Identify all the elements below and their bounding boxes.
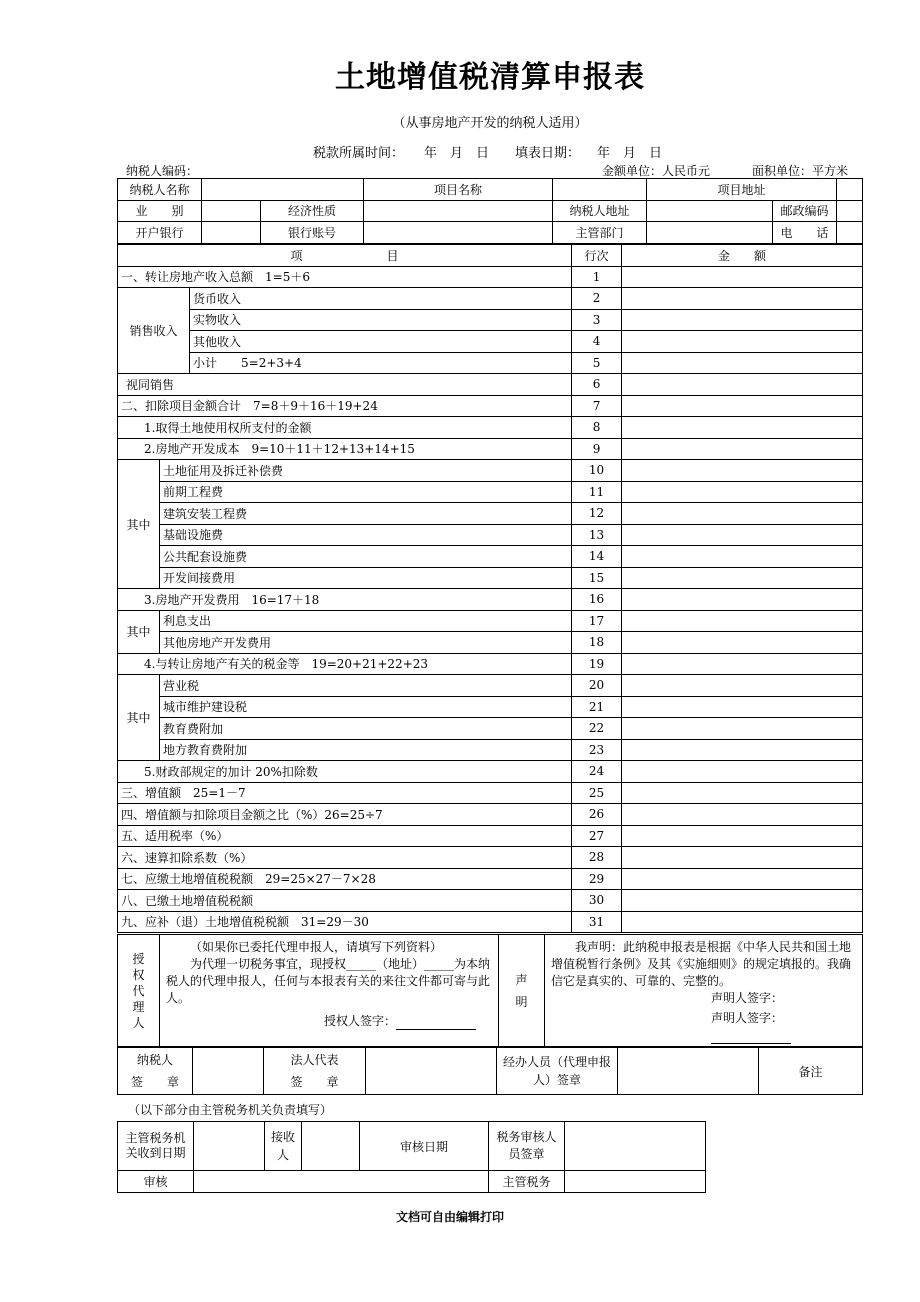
- amount-cell[interactable]: [622, 696, 863, 718]
- table-row: [118, 266, 863, 288]
- amount-cell[interactable]: [622, 589, 863, 611]
- amount-cell[interactable]: [622, 847, 863, 869]
- table-row: [118, 782, 863, 804]
- declaration-content: [545, 935, 863, 1047]
- taxpayer-seal-field[interactable]: [193, 1048, 264, 1095]
- amount-cell[interactable]: [622, 395, 863, 417]
- row-label: 地方教育费附加: [160, 739, 572, 761]
- remark-label: 备注: [759, 1048, 863, 1095]
- review-date-label: 审核日期: [360, 1122, 489, 1171]
- amount-cell[interactable]: [622, 460, 863, 482]
- table-row: [118, 847, 863, 869]
- line-number: 25: [572, 782, 622, 804]
- economic-nature-field[interactable]: [364, 200, 553, 222]
- fill-date-value: 年 月 日: [597, 146, 663, 161]
- row-label: 实物收入: [190, 309, 572, 331]
- table-row: [118, 675, 863, 697]
- bank-field[interactable]: [202, 222, 261, 244]
- row-label: 其他房地产开发费用: [160, 632, 572, 654]
- receiver-field[interactable]: [302, 1122, 360, 1171]
- table-row: [118, 653, 863, 675]
- taxpayer-address-label: 纳税人地址: [553, 200, 647, 222]
- line-number: 12: [572, 503, 622, 525]
- legal-rep-label: 法人代表: [290, 1053, 339, 1067]
- line-number: 17: [572, 610, 622, 632]
- line-number: 21: [572, 696, 622, 718]
- row-label: 城市维护建设税: [160, 696, 572, 718]
- amount-cell[interactable]: [622, 825, 863, 847]
- amount-cell[interactable]: [622, 567, 863, 589]
- table-row: [118, 503, 863, 525]
- line-number: 11: [572, 481, 622, 503]
- row-label: 八、已缴土地增值税税额: [118, 890, 572, 912]
- row-label: 前期工程费: [160, 481, 572, 503]
- table-row: [118, 524, 863, 546]
- taxpayer-name-label: 纳税人名称: [118, 179, 202, 201]
- authorization-line1: （如果你已委托代理申报人，请填写下列资料）: [190, 940, 443, 954]
- taxpayer-code-label: 纳税人编码：: [126, 164, 199, 178]
- table-row: [118, 546, 863, 568]
- table-row: [118, 331, 863, 353]
- amount-cell[interactable]: [622, 438, 863, 460]
- amount-cell[interactable]: [622, 718, 863, 740]
- signature-table: [117, 1047, 863, 1095]
- line-number: 4: [572, 331, 622, 353]
- amount-unit: 金额单位：人民币元: [602, 164, 711, 178]
- table-row: [118, 589, 863, 611]
- tax-period-label: 税款所属时间：: [313, 146, 405, 161]
- row-label: 4.与转让房地产有关的税金等 19=20+21+22+23: [118, 653, 572, 675]
- authority-table: [117, 1121, 706, 1193]
- table-row: [118, 309, 863, 331]
- declaration-label-text: 声明: [515, 972, 528, 1009]
- amount-cell[interactable]: [622, 309, 863, 331]
- row-label: 视同销售: [118, 374, 572, 396]
- col-amount-header: 金 额: [622, 245, 863, 267]
- line-number: 16: [572, 589, 622, 611]
- table-row: [118, 911, 863, 933]
- line-number: 26: [572, 804, 622, 826]
- received-date-label: 主管税务机关收到日期: [118, 1122, 194, 1171]
- authorized-agent-label: [118, 935, 160, 1047]
- authorization-declaration-table: [117, 934, 863, 1047]
- row-label: 建筑安装工程费: [160, 503, 572, 525]
- phone-field[interactable]: [837, 222, 863, 244]
- page-title: 土地增值税清算申报表: [335, 60, 645, 95]
- line-number: 22: [572, 718, 622, 740]
- row-label: 土地征用及拆迁补偿费: [160, 460, 572, 482]
- qizhong-group: 其中: [118, 610, 160, 653]
- declaration-sign1: 声明人签字：: [711, 991, 784, 1005]
- line-number: 2: [572, 288, 622, 310]
- line-number: 5: [572, 352, 622, 374]
- line-number: 8: [572, 417, 622, 439]
- postal-code-field[interactable]: [837, 200, 863, 222]
- amount-cell[interactable]: [622, 503, 863, 525]
- amount-cell[interactable]: [622, 331, 863, 353]
- table-row: [118, 739, 863, 761]
- line-number: 14: [572, 546, 622, 568]
- line-number: 10: [572, 460, 622, 482]
- row-label: 其他收入: [190, 331, 572, 353]
- amount-cell[interactable]: [622, 546, 863, 568]
- amount-cell[interactable]: [622, 481, 863, 503]
- table-row: [118, 761, 863, 783]
- fill-date-label: 填表日期：: [515, 146, 581, 161]
- taxpayer-info-table: [117, 178, 863, 244]
- authorized-agent-text: 授权代理人: [132, 951, 145, 1030]
- qizhong-group: 其中: [118, 675, 160, 761]
- row-label: 二、扣除项目金额合计 7=8＋9＋16＋19+24: [118, 395, 572, 417]
- row-label: 公共配套设施费: [160, 546, 572, 568]
- row-label: 小计 5=2+3+4: [190, 352, 572, 374]
- authorization-signature-label: 授权人签字：: [324, 1014, 397, 1028]
- taxpayer-name-field[interactable]: [202, 179, 364, 201]
- amount-cell[interactable]: [622, 610, 863, 632]
- footer-text: 文档可自由编辑打印: [395, 1210, 504, 1224]
- amount-cell[interactable]: [622, 868, 863, 890]
- amount-cell[interactable]: [622, 632, 863, 654]
- table-row: [118, 395, 863, 417]
- table-row: [118, 610, 863, 632]
- declaration-signature-line[interactable]: [711, 1031, 791, 1044]
- sales-income-group: 销售收入: [118, 288, 190, 374]
- taxpayer-seal: 签 章: [130, 1075, 179, 1089]
- declaration-label: [499, 935, 545, 1047]
- row-label: 七、应缴土地增值税税额 29=25×27－7×28: [118, 868, 572, 890]
- amount-cell[interactable]: [622, 266, 863, 288]
- amount-cell[interactable]: [622, 524, 863, 546]
- taxpayer-seal-label: [118, 1048, 193, 1095]
- agent-seal-label: 经办人员（代理申报人）签章: [497, 1048, 618, 1095]
- project-name-label: 项目名称: [364, 179, 553, 201]
- row-label: 九、应补（退）土地增值税税额 31=29－30: [118, 911, 572, 933]
- receiver-label: 接收人: [265, 1122, 302, 1171]
- row-label: 货币收入: [190, 288, 572, 310]
- amount-cell[interactable]: [622, 417, 863, 439]
- col-line-header: 行次: [572, 245, 622, 267]
- taxpayer-address-field[interactable]: [647, 200, 773, 222]
- amount-cell[interactable]: [622, 782, 863, 804]
- row-label: 3.房地产开发费用 16=17＋18: [118, 589, 572, 611]
- line-number: 31: [572, 911, 622, 933]
- table-row: [118, 632, 863, 654]
- table-row: [118, 868, 863, 890]
- table-row: [118, 374, 863, 396]
- legal-rep-seal: 签 章: [290, 1075, 339, 1089]
- amount-cell[interactable]: [622, 653, 863, 675]
- col-item-header: 项 目: [118, 245, 572, 267]
- row-label: 2.房地产开发成本 9=10＋11＋12+13+14+15: [118, 438, 572, 460]
- reviewer-sign-label: 税务审核人员签章: [489, 1122, 565, 1171]
- table-row: [118, 567, 863, 589]
- area-unit: 面积单位：平方米: [752, 164, 849, 178]
- row-label: 利息支出: [160, 610, 572, 632]
- reviewer-sign-field[interactable]: [565, 1122, 706, 1171]
- phone-label: 电 话: [773, 222, 837, 244]
- economic-nature-label: 经济性质: [261, 200, 364, 222]
- table-row: [118, 352, 863, 374]
- tax-period-value: 年 月 日: [424, 146, 490, 161]
- supervisor-tax-label: 主管税务: [489, 1171, 565, 1193]
- amount-cell[interactable]: [622, 374, 863, 396]
- table-row: [118, 890, 863, 912]
- row-label: 1.取得土地使用权所支付的金额: [118, 417, 572, 439]
- line-number: 29: [572, 868, 622, 890]
- line-number: 18: [572, 632, 622, 654]
- table-header-row: [118, 245, 863, 267]
- line-number: 23: [572, 739, 622, 761]
- table-row: [118, 718, 863, 740]
- line-number: 24: [572, 761, 622, 783]
- line-number: 27: [572, 825, 622, 847]
- declaration-text: 我声明：此纳税申报表是根据《中华人民共和国土地增值税暂行条例》及其《实施细则》的规定填报的。我确信它是真实的、可靠的、完整的。: [551, 940, 852, 988]
- row-label: 五、适用税率（%）: [118, 825, 572, 847]
- authorization-signature-line[interactable]: [396, 1017, 476, 1030]
- line-number: 28: [572, 847, 622, 869]
- authorization-line2: 为代理一切税务事宜，现授权_____（地址）_____为本纳税人的代理申报人，任何与本报表有关的来往文件都可寄与此人。: [166, 957, 491, 1005]
- calculation-table: [117, 244, 863, 933]
- amount-cell[interactable]: [622, 911, 863, 933]
- postal-code-label: 邮政编码: [773, 200, 837, 222]
- line-number: 7: [572, 395, 622, 417]
- project-name-field[interactable]: [553, 179, 647, 201]
- industry-field[interactable]: [202, 200, 261, 222]
- table-row: [118, 417, 863, 439]
- supervisor-tax-field[interactable]: [565, 1171, 706, 1193]
- row-label: 5.财政部规定的加计 20%扣除数: [118, 761, 572, 783]
- supervisor-dept-label: 主管部门: [553, 222, 647, 244]
- project-address-label: 项目地址: [647, 179, 837, 201]
- authorization-signature-row: [166, 1013, 492, 1030]
- amount-cell[interactable]: [622, 890, 863, 912]
- bank-label: 开户银行: [118, 222, 202, 244]
- amount-cell[interactable]: [622, 288, 863, 310]
- amount-cell[interactable]: [622, 804, 863, 826]
- row-label: 三、增值额 25=1－7: [118, 782, 572, 804]
- bank-account-label: 银行账号: [261, 222, 364, 244]
- project-address-field[interactable]: [837, 179, 863, 201]
- table-row: [118, 481, 863, 503]
- line-number: 6: [572, 374, 622, 396]
- row-label: 基础设施费: [160, 524, 572, 546]
- agent-seal-field[interactable]: [618, 1048, 759, 1095]
- line-number: 20: [572, 675, 622, 697]
- row-label: 六、速算扣除系数（%）: [118, 847, 572, 869]
- bank-account-field[interactable]: [364, 222, 553, 244]
- received-date-field[interactable]: [194, 1122, 265, 1171]
- line-number: 3: [572, 309, 622, 331]
- line-number: 9: [572, 438, 622, 460]
- table-row: [118, 804, 863, 826]
- line-number: 15: [572, 567, 622, 589]
- table-row: [118, 460, 863, 482]
- amount-cell[interactable]: [622, 739, 863, 761]
- table-row: [118, 288, 863, 310]
- authorization-content: [160, 935, 499, 1047]
- table-row: [118, 438, 863, 460]
- line-number: 19: [572, 653, 622, 675]
- line-number: 1: [572, 266, 622, 288]
- legal-rep-seal-field[interactable]: [366, 1048, 497, 1095]
- industry-label: 业 别: [118, 200, 202, 222]
- row-label: 一、转让房地产收入总额 1=5＋6: [118, 266, 572, 288]
- authority-note: （以下部分由主管税务机关负责填写）: [128, 1103, 333, 1117]
- taxpayer-label: 纳税人: [136, 1053, 173, 1067]
- legal-rep-seal-label: [264, 1048, 366, 1095]
- review-label: 审核: [118, 1171, 194, 1193]
- line-number: 30: [572, 890, 622, 912]
- declaration-sign2-row: [711, 1010, 862, 1044]
- row-label: 营业税: [160, 675, 572, 697]
- review-field[interactable]: [194, 1171, 489, 1193]
- supervisor-dept-field[interactable]: [647, 222, 773, 244]
- line-number: 13: [572, 524, 622, 546]
- amount-cell[interactable]: [622, 352, 863, 374]
- row-label: 教育费附加: [160, 718, 572, 740]
- qizhong-group: 其中: [118, 460, 160, 589]
- table-row: [118, 696, 863, 718]
- row-label: 四、增值额与扣除项目金额之比（%）26=25÷7: [118, 804, 572, 826]
- table-row: [118, 825, 863, 847]
- amount-cell[interactable]: [622, 675, 863, 697]
- declaration-sign2: 声明人签字：: [711, 1011, 784, 1025]
- row-label: 开发间接费用: [160, 567, 572, 589]
- subtitle: （从事房地产开发的纳税人适用）: [392, 116, 588, 131]
- amount-cell[interactable]: [622, 761, 863, 783]
